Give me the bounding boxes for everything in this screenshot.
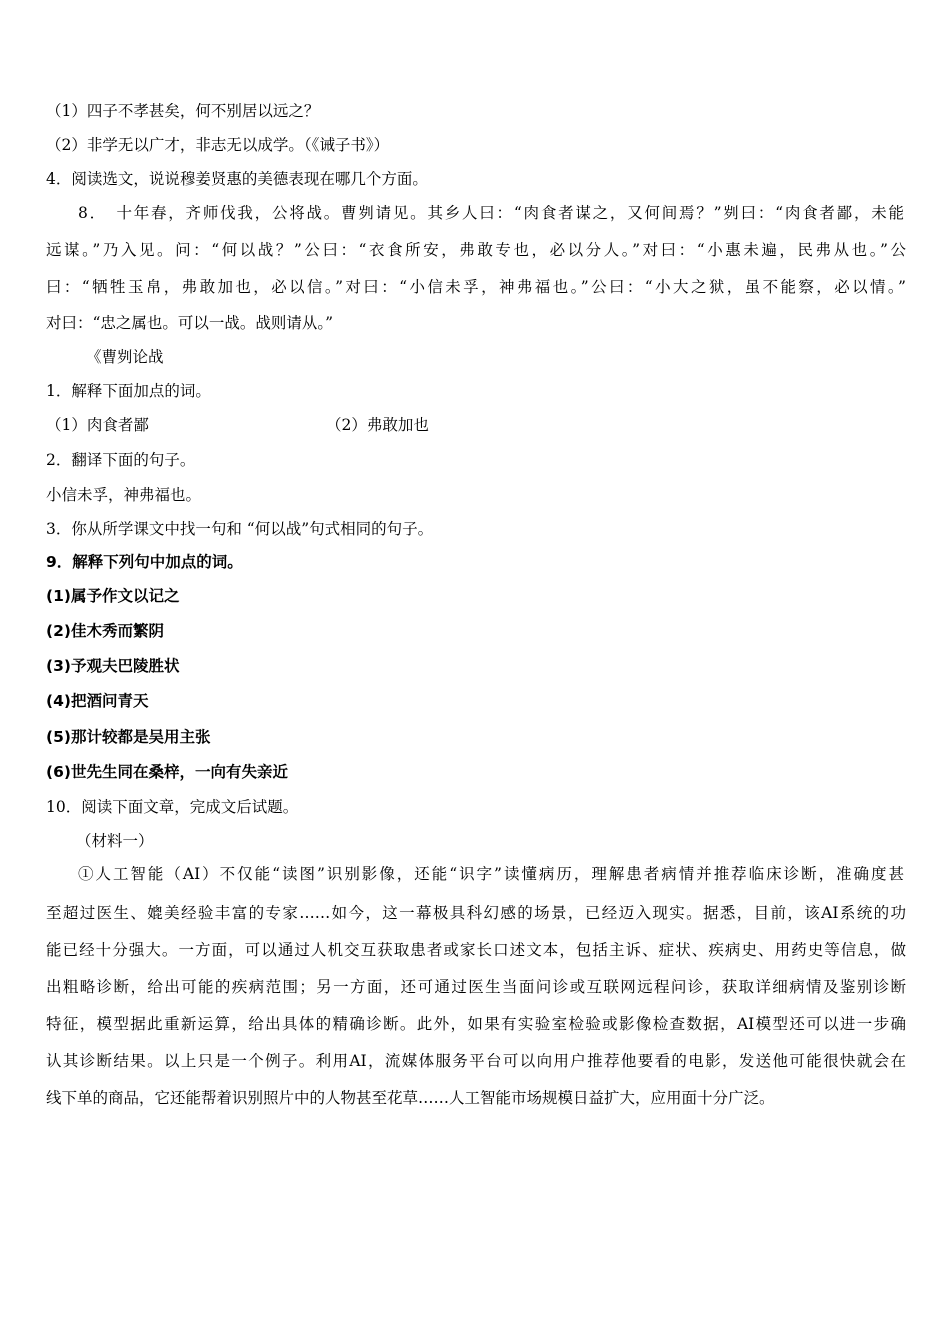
question-4: 4．阅读选文，说说穆姜贤惠的美德表现在哪几个方面。: [46, 170, 428, 188]
q8-sub2: 2．翻译下面的句子。: [46, 451, 196, 469]
q8-sub2-text: 小信未孚，神弗福也。: [46, 486, 202, 504]
q9-title: 9．解释下列句中加点的词。: [46, 553, 243, 571]
q8-passage-line-3: 曰：“牺牲玉帛，弗敢加也，必以信。”对曰：“小信未孚，神弗福也。”公曰：“小大之狱，虽不能察，必以情。”: [46, 278, 906, 296]
q9-item-3: (3)予观夫巴陵胜状: [46, 657, 180, 675]
q8-sub1-b: （2）弗敢加也: [326, 416, 429, 434]
q9-item-6: (6)世先生同在桑梓，一向有失亲近: [46, 763, 288, 781]
q10-title: 10．阅读下面文章，完成文后试题。: [46, 798, 299, 816]
q10-para-line-7: 线下单的商品，它还能帮着识别照片中的人物甚至花草……人工智能市场规模日益扩大，应用面十分广泛。: [46, 1089, 775, 1107]
q8-sub1-a: （1）肉食者鄙: [46, 416, 149, 434]
q8-sub3: 3．你从所学课文中找一句和 “何以战”句式相同的句子。: [46, 520, 434, 538]
q8-passage-line-4: 对曰：“忠之属也。可以一战。战则请从。”: [46, 314, 334, 332]
q10-para-line-2: 至超过医生、媲美经验丰富的专家……如今，这一幕极具科幻感的场景，已经迈入现实。据悉，目前，该AI系统的功: [46, 904, 906, 922]
q9-item-5: (5)那计较都是吴用主张: [46, 728, 211, 746]
q8-passage-line-2: 远谋。”乃入见。问：“何以战？”公曰：“衣食所安，弗敢专也，必以分人。”对曰：“小惠未遍，民弗从也。”公: [46, 241, 906, 259]
q9-item-1: (1)属予作文以记之: [46, 587, 180, 605]
q8-source: 《曹刿论战: [86, 348, 164, 366]
q10-para-line-6: 认其诊断结果。以上只是一个例子。利用AI，流媒体服务平台可以向用户推荐他要看的电影，发送他可能很快就会在: [46, 1052, 906, 1070]
q10-para-line-3: 能已经十分强大。一方面，可以通过人机交互获取患者或家长口述文本，包括主诉、症状、疾病史、用药史等信息，做: [46, 941, 906, 959]
q10-para-line-1: ①人工智能（AI）不仅能“读图”识别影像，还能“识字”读懂病历，理解患者病情并推荐临床诊断，准确度甚: [78, 865, 904, 883]
q8-passage-line-1: 8． 十年春，齐师伐我，公将战。曹刿请见。其乡人曰：“肉食者谋之，又何间焉？”刿曰：“肉食者鄙，未能: [78, 204, 904, 222]
q8-sub1: 1．解释下面加点的词。: [46, 382, 211, 400]
q10-para-line-5: 特征，模型据此重新运算，给出具体的精确诊断。此外，如果有实验室检验或影像检查数据，AI模型还可以进一步确: [46, 1015, 906, 1033]
q9-item-4: (4)把酒问青天: [46, 692, 149, 710]
prev-line-1: （1）四子不孝甚矣，何不别居以远之？: [46, 102, 320, 120]
q10-material-label: （材料一）: [76, 832, 154, 850]
q10-para-line-4: 出粗略诊断，给出可能的疾病范围；另一方面，还可通过医生当面问诊或互联网远程问诊，获取详细病情及鉴别诊断: [46, 978, 906, 996]
prev-line-2: （2）非学无以广才，非志无以成学。（《诫子书》）: [46, 136, 390, 154]
q9-item-2: (2)佳木秀而繁阴: [46, 622, 164, 640]
